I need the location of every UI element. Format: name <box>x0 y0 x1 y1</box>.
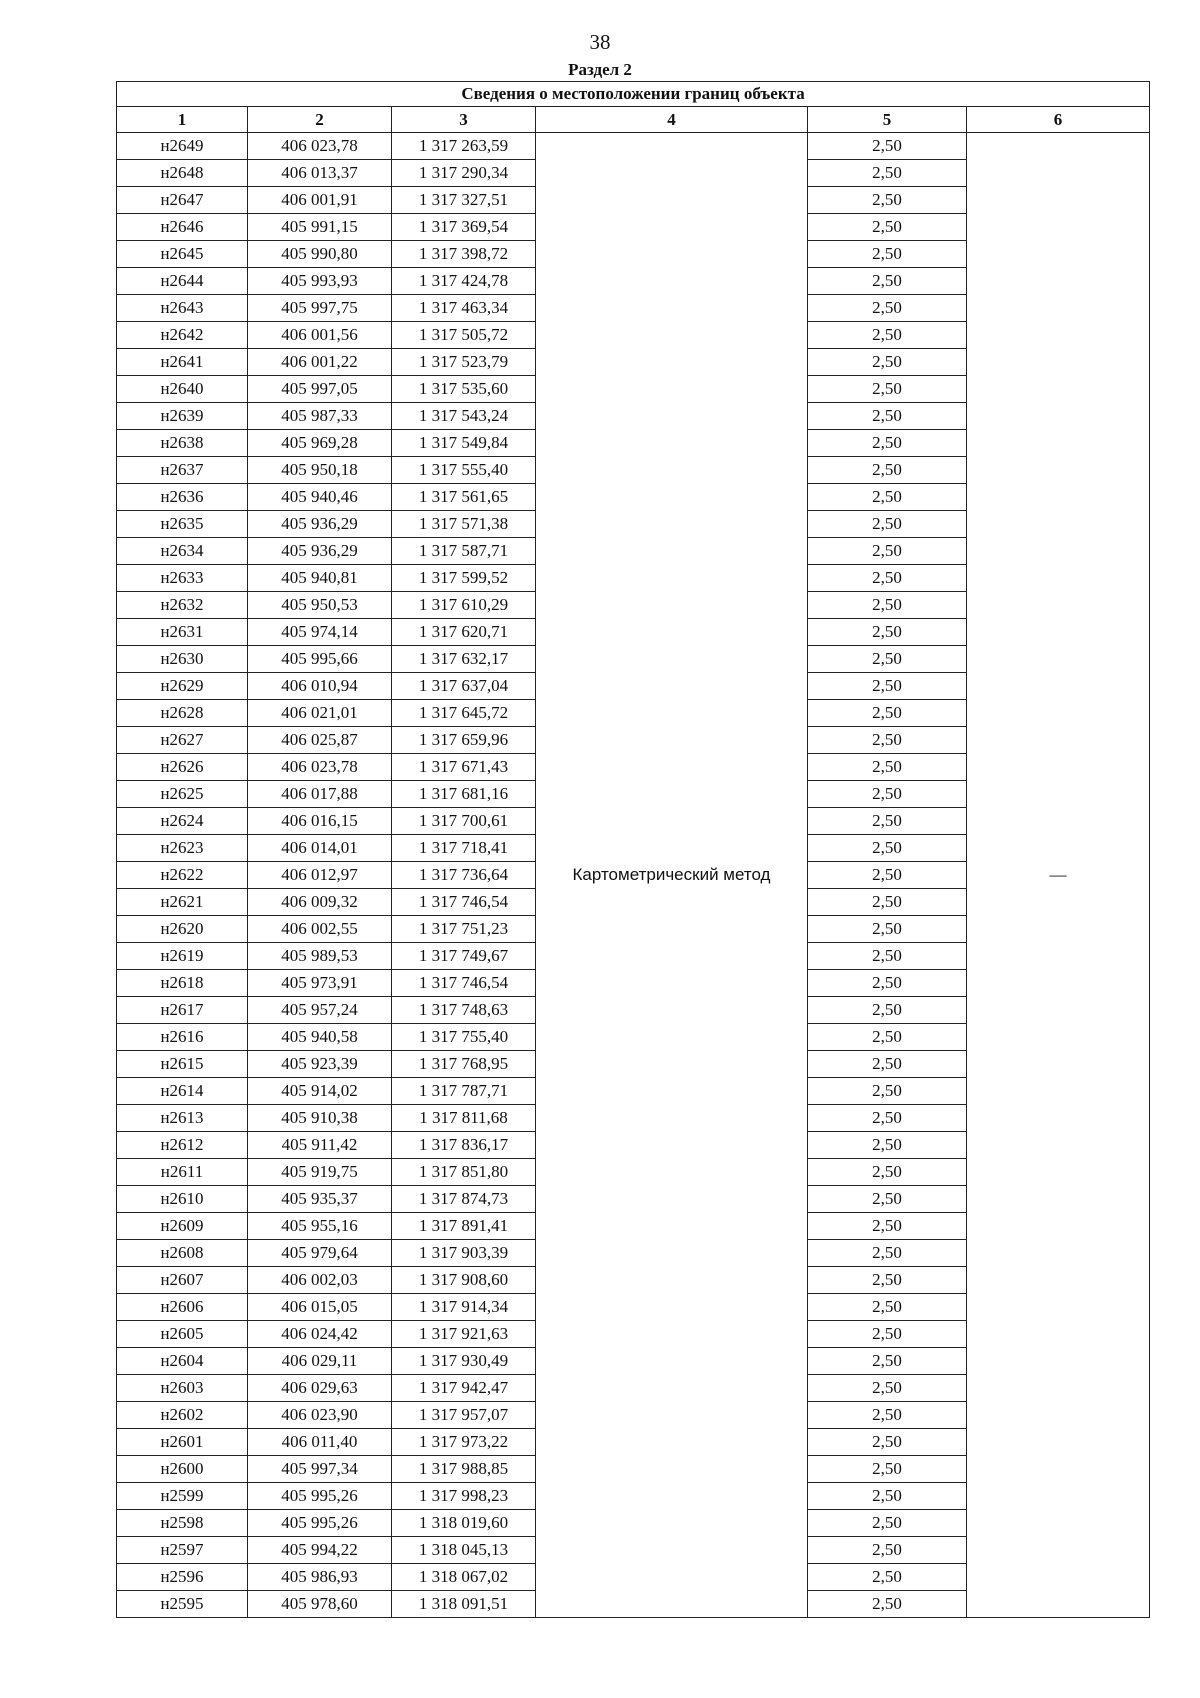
x-coordinate-cell: 405 950,18 <box>248 457 392 484</box>
x-coordinate-cell: 405 936,29 <box>248 538 392 565</box>
point-id-cell: н2609 <box>117 1213 248 1240</box>
y-coordinate-cell: 1 317 561,65 <box>392 484 536 511</box>
accuracy-cell: 2,50 <box>808 997 967 1024</box>
point-id-cell: н2617 <box>117 997 248 1024</box>
y-coordinate-cell: 1 317 811,68 <box>392 1105 536 1132</box>
y-coordinate-cell: 1 317 327,51 <box>392 187 536 214</box>
point-id-cell: н2638 <box>117 430 248 457</box>
y-coordinate-cell: 1 317 671,43 <box>392 754 536 781</box>
y-coordinate-cell: 1 317 610,29 <box>392 592 536 619</box>
accuracy-cell: 2,50 <box>808 268 967 295</box>
point-id-cell: н2631 <box>117 619 248 646</box>
point-id-cell: н2632 <box>117 592 248 619</box>
x-coordinate-cell: 406 013,37 <box>248 160 392 187</box>
accuracy-cell: 2,50 <box>808 214 967 241</box>
accuracy-cell: 2,50 <box>808 484 967 511</box>
y-coordinate-cell: 1 317 851,80 <box>392 1159 536 1186</box>
column-header-6: 6 <box>967 107 1150 133</box>
y-coordinate-cell: 1 317 736,64 <box>392 862 536 889</box>
point-id-cell: н2616 <box>117 1024 248 1051</box>
y-coordinate-cell: 1 317 891,41 <box>392 1213 536 1240</box>
point-id-cell: н2597 <box>117 1537 248 1564</box>
page-number: 38 <box>589 30 611 54</box>
accuracy-cell: 2,50 <box>808 187 967 214</box>
y-coordinate-cell: 1 317 632,17 <box>392 646 536 673</box>
y-coordinate-cell: 1 317 637,04 <box>392 673 536 700</box>
y-coordinate-cell: 1 317 749,67 <box>392 943 536 970</box>
accuracy-cell: 2,50 <box>808 430 967 457</box>
y-coordinate-cell: 1 317 903,39 <box>392 1240 536 1267</box>
accuracy-cell: 2,50 <box>808 1240 967 1267</box>
point-id-cell: н2611 <box>117 1159 248 1186</box>
point-id-cell: н2627 <box>117 727 248 754</box>
accuracy-cell: 2,50 <box>808 1510 967 1537</box>
point-id-cell: н2615 <box>117 1051 248 1078</box>
accuracy-cell: 2,50 <box>808 1105 967 1132</box>
y-coordinate-cell: 1 317 942,47 <box>392 1375 536 1402</box>
point-id-cell: н2607 <box>117 1267 248 1294</box>
x-coordinate-cell: 405 993,93 <box>248 268 392 295</box>
point-id-cell: н2648 <box>117 160 248 187</box>
accuracy-cell: 2,50 <box>808 646 967 673</box>
x-coordinate-cell: 406 014,01 <box>248 835 392 862</box>
point-id-cell: н2610 <box>117 1186 248 1213</box>
y-coordinate-cell: 1 317 746,54 <box>392 889 536 916</box>
point-id-cell: н2643 <box>117 295 248 322</box>
y-coordinate-cell: 1 317 700,61 <box>392 808 536 835</box>
accuracy-cell: 2,50 <box>808 295 967 322</box>
accuracy-cell: 2,50 <box>808 1591 967 1618</box>
point-id-cell: н2629 <box>117 673 248 700</box>
accuracy-cell: 2,50 <box>808 1132 967 1159</box>
x-coordinate-cell: 406 029,11 <box>248 1348 392 1375</box>
x-coordinate-cell: 405 989,53 <box>248 943 392 970</box>
point-id-cell: н2637 <box>117 457 248 484</box>
accuracy-cell: 2,50 <box>808 781 967 808</box>
y-coordinate-cell: 1 317 908,60 <box>392 1267 536 1294</box>
x-coordinate-cell: 405 995,26 <box>248 1510 392 1537</box>
x-coordinate-cell: 406 017,88 <box>248 781 392 808</box>
accuracy-cell: 2,50 <box>808 592 967 619</box>
y-coordinate-cell: 1 317 921,63 <box>392 1321 536 1348</box>
accuracy-cell: 2,50 <box>808 565 967 592</box>
accuracy-cell: 2,50 <box>808 457 967 484</box>
x-coordinate-cell: 406 024,42 <box>248 1321 392 1348</box>
point-id-cell: н2612 <box>117 1132 248 1159</box>
point-id-cell: н2633 <box>117 565 248 592</box>
y-coordinate-cell: 1 317 587,71 <box>392 538 536 565</box>
x-coordinate-cell: 406 001,56 <box>248 322 392 349</box>
accuracy-cell: 2,50 <box>808 538 967 565</box>
y-coordinate-cell: 1 317 398,72 <box>392 241 536 268</box>
point-id-cell: н2618 <box>117 970 248 997</box>
x-coordinate-cell: 405 978,60 <box>248 1591 392 1618</box>
point-id-cell: н2601 <box>117 1429 248 1456</box>
point-id-cell: н2608 <box>117 1240 248 1267</box>
y-coordinate-cell: 1 317 424,78 <box>392 268 536 295</box>
x-coordinate-cell: 406 023,90 <box>248 1402 392 1429</box>
x-coordinate-cell: 405 995,26 <box>248 1483 392 1510</box>
accuracy-cell: 2,50 <box>808 1537 967 1564</box>
accuracy-cell: 2,50 <box>808 1564 967 1591</box>
point-id-cell: н2619 <box>117 943 248 970</box>
accuracy-cell: 2,50 <box>808 970 967 997</box>
y-coordinate-cell: 1 317 659,96 <box>392 727 536 754</box>
y-coordinate-cell: 1 317 369,54 <box>392 214 536 241</box>
x-coordinate-cell: 405 955,16 <box>248 1213 392 1240</box>
x-coordinate-cell: 406 023,78 <box>248 133 392 160</box>
x-coordinate-cell: 405 957,24 <box>248 997 392 1024</box>
x-coordinate-cell: 406 002,03 <box>248 1267 392 1294</box>
accuracy-cell: 2,50 <box>808 1483 967 1510</box>
accuracy-cell: 2,50 <box>808 1294 967 1321</box>
point-id-cell: н2647 <box>117 187 248 214</box>
y-coordinate-cell: 1 317 988,85 <box>392 1456 536 1483</box>
x-coordinate-cell: 405 986,93 <box>248 1564 392 1591</box>
x-coordinate-cell: 405 914,02 <box>248 1078 392 1105</box>
point-id-cell: н2642 <box>117 322 248 349</box>
column-header-5: 5 <box>808 107 967 133</box>
y-coordinate-cell: 1 318 067,02 <box>392 1564 536 1591</box>
method-cell: Картометрический метод <box>536 133 808 1618</box>
y-coordinate-cell: 1 317 746,54 <box>392 970 536 997</box>
y-coordinate-cell: 1 317 751,23 <box>392 916 536 943</box>
y-coordinate-cell: 1 317 914,34 <box>392 1294 536 1321</box>
x-coordinate-cell: 406 012,97 <box>248 862 392 889</box>
column-6-cell: — <box>967 133 1150 1618</box>
column-header-1: 1 <box>117 107 248 133</box>
y-coordinate-cell: 1 317 571,38 <box>392 511 536 538</box>
y-coordinate-cell: 1 317 930,49 <box>392 1348 536 1375</box>
x-coordinate-cell: 406 001,22 <box>248 349 392 376</box>
accuracy-cell: 2,50 <box>808 835 967 862</box>
point-id-cell: н2644 <box>117 268 248 295</box>
x-coordinate-cell: 405 973,91 <box>248 970 392 997</box>
accuracy-cell: 2,50 <box>808 1186 967 1213</box>
x-coordinate-cell: 405 991,15 <box>248 214 392 241</box>
x-coordinate-cell: 405 923,39 <box>248 1051 392 1078</box>
y-coordinate-cell: 1 317 263,59 <box>392 133 536 160</box>
y-coordinate-cell: 1 317 555,40 <box>392 457 536 484</box>
y-coordinate-cell: 1 317 523,79 <box>392 349 536 376</box>
accuracy-cell: 2,50 <box>808 511 967 538</box>
point-id-cell: н2620 <box>117 916 248 943</box>
y-coordinate-cell: 1 318 019,60 <box>392 1510 536 1537</box>
accuracy-cell: 2,50 <box>808 376 967 403</box>
point-id-cell: н2625 <box>117 781 248 808</box>
y-coordinate-cell: 1 317 718,41 <box>392 835 536 862</box>
x-coordinate-cell: 405 997,75 <box>248 295 392 322</box>
point-id-cell: н2640 <box>117 376 248 403</box>
y-coordinate-cell: 1 317 755,40 <box>392 1024 536 1051</box>
point-id-cell: н2649 <box>117 133 248 160</box>
y-coordinate-cell: 1 317 463,34 <box>392 295 536 322</box>
x-coordinate-cell: 406 021,01 <box>248 700 392 727</box>
point-id-cell: н2598 <box>117 1510 248 1537</box>
table-body <box>117 133 1150 1618</box>
point-id-cell: н2621 <box>117 889 248 916</box>
x-coordinate-cell: 406 025,87 <box>248 727 392 754</box>
x-coordinate-cell: 405 936,29 <box>248 511 392 538</box>
y-coordinate-cell: 1 317 748,63 <box>392 997 536 1024</box>
point-id-cell: н2641 <box>117 349 248 376</box>
x-coordinate-cell: 405 979,64 <box>248 1240 392 1267</box>
accuracy-cell: 2,50 <box>808 1078 967 1105</box>
accuracy-cell: 2,50 <box>808 754 967 781</box>
x-coordinate-cell: 405 987,33 <box>248 403 392 430</box>
accuracy-cell: 2,50 <box>808 619 967 646</box>
x-coordinate-cell: 405 940,58 <box>248 1024 392 1051</box>
x-coordinate-cell: 406 009,32 <box>248 889 392 916</box>
column-header-4: 4 <box>536 107 808 133</box>
accuracy-cell: 2,50 <box>808 1456 967 1483</box>
accuracy-cell: 2,50 <box>808 1429 967 1456</box>
y-coordinate-cell: 1 317 681,16 <box>392 781 536 808</box>
x-coordinate-cell: 405 997,34 <box>248 1456 392 1483</box>
boundary-coordinates-table <box>116 81 1150 1618</box>
point-id-cell: н2624 <box>117 808 248 835</box>
x-coordinate-cell: 406 001,91 <box>248 187 392 214</box>
accuracy-cell: 2,50 <box>808 1159 967 1186</box>
y-coordinate-cell: 1 317 957,07 <box>392 1402 536 1429</box>
point-id-cell: н2639 <box>117 403 248 430</box>
accuracy-cell: 2,50 <box>808 133 967 160</box>
point-id-cell: н2645 <box>117 241 248 268</box>
point-id-cell: н2604 <box>117 1348 248 1375</box>
point-id-cell: н2599 <box>117 1483 248 1510</box>
y-coordinate-cell: 1 317 549,84 <box>392 430 536 457</box>
y-coordinate-cell: 1 317 998,23 <box>392 1483 536 1510</box>
accuracy-cell: 2,50 <box>808 943 967 970</box>
accuracy-cell: 2,50 <box>808 727 967 754</box>
table-caption: Сведения о местоположении границ объекта <box>117 82 1150 107</box>
x-coordinate-cell: 406 016,15 <box>248 808 392 835</box>
x-coordinate-cell: 406 011,40 <box>248 1429 392 1456</box>
point-id-cell: н2606 <box>117 1294 248 1321</box>
point-id-cell: н2614 <box>117 1078 248 1105</box>
y-coordinate-cell: 1 317 768,95 <box>392 1051 536 1078</box>
accuracy-cell: 2,50 <box>808 322 967 349</box>
point-id-cell: н2596 <box>117 1564 248 1591</box>
y-coordinate-cell: 1 317 787,71 <box>392 1078 536 1105</box>
x-coordinate-cell: 405 910,38 <box>248 1105 392 1132</box>
x-coordinate-cell: 405 994,22 <box>248 1537 392 1564</box>
accuracy-cell: 2,50 <box>808 862 967 889</box>
y-coordinate-cell: 1 317 599,52 <box>392 565 536 592</box>
accuracy-cell: 2,50 <box>808 241 967 268</box>
x-coordinate-cell: 405 990,80 <box>248 241 392 268</box>
accuracy-cell: 2,50 <box>808 403 967 430</box>
x-coordinate-cell: 405 974,14 <box>248 619 392 646</box>
point-id-cell: н2623 <box>117 835 248 862</box>
table-row <box>117 133 1150 160</box>
accuracy-cell: 2,50 <box>808 889 967 916</box>
x-coordinate-cell: 405 950,53 <box>248 592 392 619</box>
x-coordinate-cell: 405 935,37 <box>248 1186 392 1213</box>
y-coordinate-cell: 1 317 505,72 <box>392 322 536 349</box>
accuracy-cell: 2,50 <box>808 1213 967 1240</box>
y-coordinate-cell: 1 317 290,34 <box>392 160 536 187</box>
x-coordinate-cell: 405 919,75 <box>248 1159 392 1186</box>
column-header-2: 2 <box>248 107 392 133</box>
x-coordinate-cell: 406 015,05 <box>248 1294 392 1321</box>
accuracy-cell: 2,50 <box>808 1348 967 1375</box>
point-id-cell: н2595 <box>117 1591 248 1618</box>
point-id-cell: н2646 <box>117 214 248 241</box>
y-coordinate-cell: 1 317 645,72 <box>392 700 536 727</box>
x-coordinate-cell: 405 940,81 <box>248 565 392 592</box>
accuracy-cell: 2,50 <box>808 349 967 376</box>
point-id-cell: н2636 <box>117 484 248 511</box>
accuracy-cell: 2,50 <box>808 1321 967 1348</box>
point-id-cell: н2603 <box>117 1375 248 1402</box>
point-id-cell: н2628 <box>117 700 248 727</box>
point-id-cell: н2635 <box>117 511 248 538</box>
y-coordinate-cell: 1 317 535,60 <box>392 376 536 403</box>
y-coordinate-cell: 1 317 543,24 <box>392 403 536 430</box>
column-number-row <box>117 107 1150 133</box>
accuracy-cell: 2,50 <box>808 673 967 700</box>
x-coordinate-cell: 405 997,05 <box>248 376 392 403</box>
y-coordinate-cell: 1 318 091,51 <box>392 1591 536 1618</box>
point-id-cell: н2634 <box>117 538 248 565</box>
accuracy-cell: 2,50 <box>808 1051 967 1078</box>
point-id-cell: н2600 <box>117 1456 248 1483</box>
accuracy-cell: 2,50 <box>808 916 967 943</box>
x-coordinate-cell: 405 911,42 <box>248 1132 392 1159</box>
y-coordinate-cell: 1 317 874,73 <box>392 1186 536 1213</box>
accuracy-cell: 2,50 <box>808 808 967 835</box>
x-coordinate-cell: 406 023,78 <box>248 754 392 781</box>
x-coordinate-cell: 406 010,94 <box>248 673 392 700</box>
x-coordinate-cell: 405 995,66 <box>248 646 392 673</box>
point-id-cell: н2602 <box>117 1402 248 1429</box>
section-title: Раздел 2 <box>568 60 632 79</box>
accuracy-cell: 2,50 <box>808 1024 967 1051</box>
accuracy-cell: 2,50 <box>808 1375 967 1402</box>
point-id-cell: н2626 <box>117 754 248 781</box>
accuracy-cell: 2,50 <box>808 160 967 187</box>
accuracy-cell: 2,50 <box>808 700 967 727</box>
column-header-3: 3 <box>392 107 536 133</box>
point-id-cell: н2622 <box>117 862 248 889</box>
y-coordinate-cell: 1 317 620,71 <box>392 619 536 646</box>
point-id-cell: н2605 <box>117 1321 248 1348</box>
y-coordinate-cell: 1 318 045,13 <box>392 1537 536 1564</box>
y-coordinate-cell: 1 317 836,17 <box>392 1132 536 1159</box>
x-coordinate-cell: 405 940,46 <box>248 484 392 511</box>
x-coordinate-cell: 406 029,63 <box>248 1375 392 1402</box>
x-coordinate-cell: 405 969,28 <box>248 430 392 457</box>
x-coordinate-cell: 406 002,55 <box>248 916 392 943</box>
point-id-cell: н2630 <box>117 646 248 673</box>
point-id-cell: н2613 <box>117 1105 248 1132</box>
accuracy-cell: 2,50 <box>808 1402 967 1429</box>
accuracy-cell: 2,50 <box>808 1267 967 1294</box>
y-coordinate-cell: 1 317 973,22 <box>392 1429 536 1456</box>
